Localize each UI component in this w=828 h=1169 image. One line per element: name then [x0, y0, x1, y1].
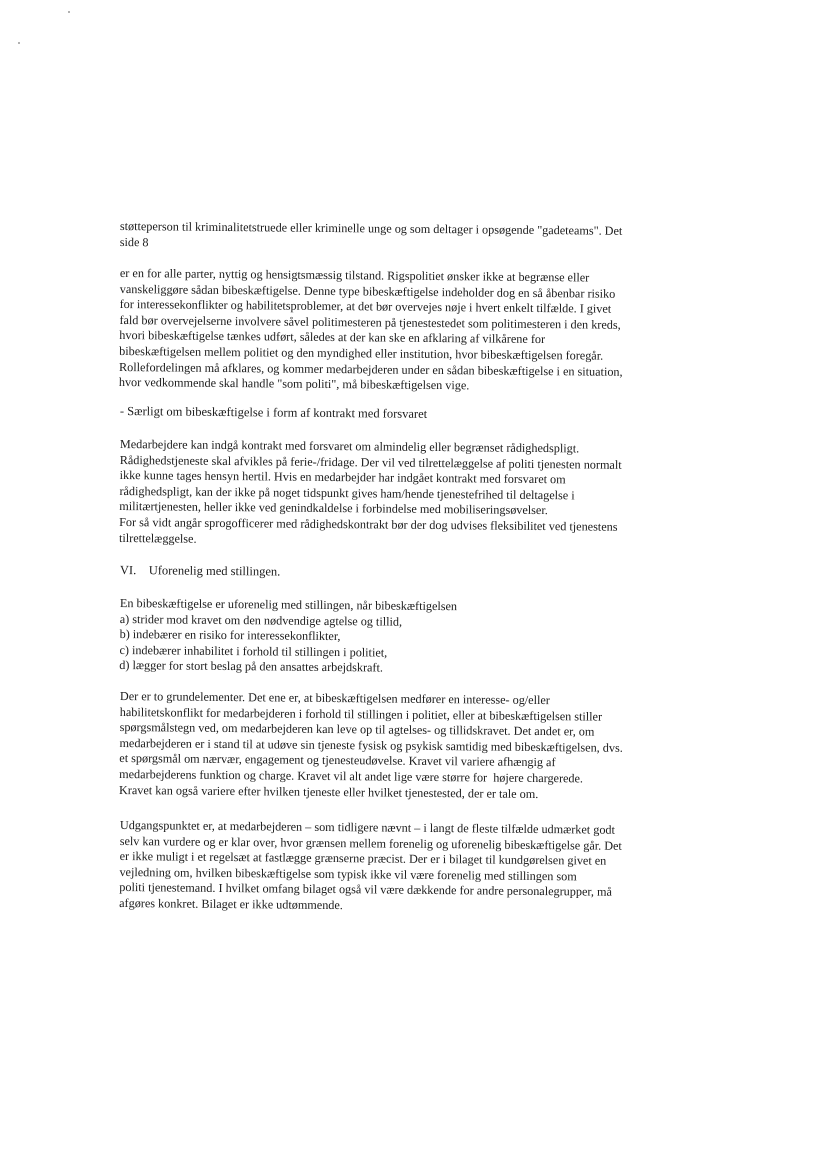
text-line: støtteperson til kriminalitetstruede eller kriminelle unge og som deltager i opsøgende "gadeteams". Det — [119, 219, 623, 238]
text-line: For så vidt angår sprogofficerer med rådighedskontrakt bør der dog udvises fleksibilitet ved tjenestens — [119, 514, 618, 534]
text-line: for interessekonflikter og habilitetsproblemer, at det bør overvejes nøje i hvert enkelt tilfælde. I givet — [119, 297, 612, 316]
subheading-military-contract — [120, 404, 700, 425]
text-line: Der er to grundelementer. Det ene er, at bibeskæftigelsen medfører en interesse- og/eller — [119, 689, 550, 708]
text-line: Kravet kan også variere efter hvilken tjeneste eller hvilket tjenestested, der er tale om. — [118, 782, 539, 801]
text-line: bibeskæftigelsen mellem politiet og den myndighed eller institution, hvor bibeskæftigelsen foregår. — [119, 343, 604, 363]
paragraph-military-contract — [119, 437, 700, 552]
text-line: politi tjenestemand. I hvilket omfang bilaget også vil være dækkende for andre personalegrupper, må — [119, 880, 613, 900]
list-item: b) indebærer en risiko for interessekonflikter, — [119, 627, 341, 644]
text-line: Rådighedstjeneste skal afvikles på ferie-/fridage. Der vil ved tilrettelæggelse af politi tjenesten normalt — [119, 452, 622, 472]
section-heading-text: VI. Uforenelig med stillingen. — [119, 563, 281, 579]
section-heading-vi — [120, 563, 700, 584]
text-line: vanskeliggøre sådan bibeskæftigelse. Denne type bibeskæftigelse indeholder dog en så åbenbar risiko — [119, 281, 616, 301]
subheading-text: - Særligt om bibeskæftigelse i form af kontrakt med forsvaret — [119, 404, 428, 421]
text-line: vejledning om, hvilken bibeskæftigelse som typisk ikke vil være forenelig med stillingen som — [119, 864, 577, 884]
paragraph-interest-conflicts — [119, 266, 700, 396]
text-line: selv kan vurdere og er klar over, hvor grænsen mellem forenelig og uforenelig bibeskæftigelse går. Det — [119, 833, 622, 853]
scan-speck — [18, 42, 20, 44]
text-line: afgøres konkret. Bilaget er ikke udtømmende. — [119, 895, 343, 913]
text-line: hvor vedkommende skal handle "som politi", må bibeskæftigelsen vige. — [118, 375, 470, 393]
text-line: militærtjenesten, heller ikke ved genindkaldelse i forbindelse med mobiliseringsøvelser. — [119, 499, 548, 518]
text-line: medarbejderens funktion og charge. Kravet vil alt andet lige være større for højere chargerede. — [119, 766, 584, 786]
list-item: c) indebærer inhabilitet i forhold til stillingen i politiet, — [119, 642, 388, 660]
text-line: Rollefordelingen må afklares, og kommer medarbejderen under en sådan bibeskæftigelse i en situation, — [118, 359, 623, 379]
paragraph-basic-elements — [119, 689, 700, 804]
text-line: medarbejderen er i stand til at udøve sin tjeneste fysisk og psykisk samtidig med bibeskæftigelsen, dvs. — [119, 735, 623, 755]
scan-speck — [68, 11, 70, 13]
incompatibility-list — [119, 596, 700, 680]
paragraph-starting-point — [119, 818, 700, 917]
text-line: hvori bibeskæftigelse tænkes udført, således at der kan ske en afklaring af vilkårene for — [119, 328, 546, 347]
text-line: ikke kunne tages hensyn hertil. Hvis en medarbejder har indgået kontrakt med forsvaret om — [119, 468, 566, 487]
list-intro: En bibeskæftigelse er uforenelig med stillingen, når bibeskæftigelsen — [119, 596, 458, 614]
list-item: a) strider mod kravet om den nødvendige agtelse og tillid, — [119, 611, 403, 629]
text-line: spørgsmålstegn ved, om medarbejderen kan leve op til agtelses- og tillidskravet. Det andet er, om — [119, 720, 595, 739]
text-line: Medarbejdere kan indgå kontrakt med forsvaret om almindelig eller begrænset rådighedspligt. — [119, 437, 580, 456]
page-reference: side 8 — [119, 234, 149, 249]
continuation-fragment — [120, 219, 700, 256]
text-line: et spørgsmål om nærvær, engagement og tjenesteudøvelse. Kravet vil variere afhængig af — [119, 751, 556, 770]
text-line: er en for alle parter, nyttig og hensigtsmæssig tilstand. Rigspolitiet ønsker ikke at begrænse eller — [119, 266, 590, 285]
list-item: d) lægger for stort beslag på den ansattes arbejdskraft. — [119, 658, 384, 675]
text-line: Udgangspunktet er, at medarbejderen – som tidligere nævnt – i langt de fleste tilfælde udmærket godt — [119, 818, 616, 837]
text-line: fald bør overvejelserne involvere såvel politimesteren på tjenestestedet som politimesteren i den kreds, — [119, 312, 621, 332]
text-line: rådighedspligt, kan der ikke på noget tidspunkt gives ham/hende tjenestefrihed til deltagelse i — [119, 483, 575, 503]
text-line: er ikke muligt i et regelsæt at fastlægge grænserne præcist. Der er i bilaget til kundgørelsen givet en — [119, 849, 607, 868]
text-line: habilitetskonflikt for medarbejderen i forhold til stillingen i politiet, eller at bibeskæftigelsen stiller — [119, 704, 603, 724]
text-line: tilrettelæggelse. — [118, 530, 197, 546]
